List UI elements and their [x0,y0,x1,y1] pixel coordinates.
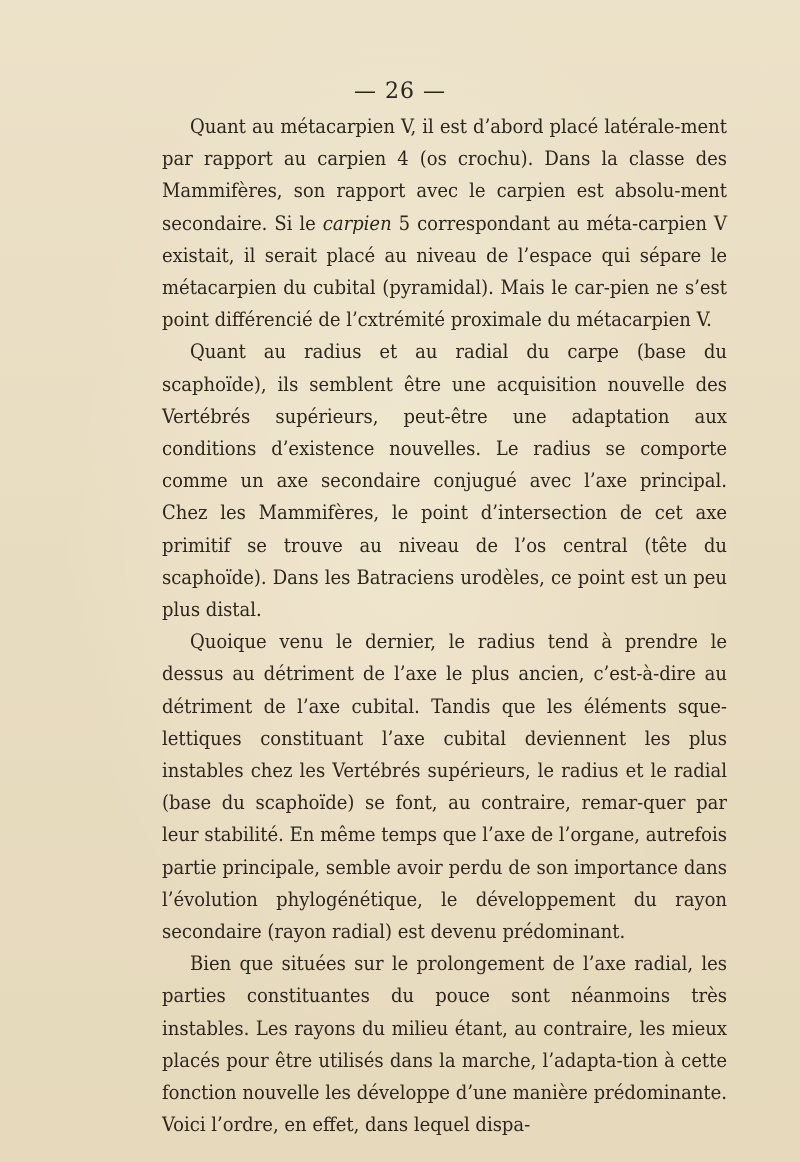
paragraph-1-text-b: 5 correspondant au méta-carpien V existait, il serait placé au niveau de l’espace qui sépare le métacarpien du cubital (pyramidal). Mais le car-pien ne s’est point différencié de l’cxtrémité proximale du métacarpien V. [162,210,727,332]
paragraph-metacarpal-v [162,110,727,335]
paragraph-thumb: Bien que situées sur le prolongement de l’axe radial, les parties constituantes du pouce sont néanmoins très instables. Les rayons du milieu étant, au contraire, les mieux placés pour être utilisés dans la marche, l’adapta-tion à cette fonction nouvelle les développe d’une manière prédominante. Voici l’ordre, en effet, dans lequel dispa- [162,951,727,1137]
page-number: — 26 — [354,79,446,104]
paragraph-radius-dominance: Quoique venu le dernier, le radius tend à prendre le dessus au détriment de l’axe le plus ancien, c’est-à-dire au détriment de l’axe cubital. Tandis que les éléments sque-lettiques constituant l’axe cubital deviennent les plus instables chez les Vertébrés supérieurs, le radius et le radial (base du scaphoïde) se font, au contraire, remar-quer par leur stabilité. En même temps que l’axe de l’organe, autrefois partie principale, semble avoir perdu de son importance dans l’évolution phylogénétique, le développement du rayon secondaire (rayon radial) est devenu prédominant. [162,629,727,944]
paragraph-1-italic-term: carpien [322,210,392,235]
paragraph-1-text-a: Quant au métacarpien V, il est d’abord placé latérale-ment par rapport au carpien 4 (os crochu). Dans la classe des Mammifères, son rapport avec le carpien est absolu-ment secondaire. Si le [162,114,727,235]
paragraph-radius: Quant au radius et au radial du carpe (base du scaphoïde), ils semblent être une acquisition nouvelle des Vertébrés supérieurs, peut-être une adaptation aux conditions d’existence nouvelles. Le radius se comporte comme un axe secondaire conjugué avec l’axe principal. Chez les Mammifères, le point d’intersection de cet axe primitif se trouve au niveau de l’os central (tête du scaphoïde). Dans les Batraciens urodèles, ce point est un peu plus distal. [162,339,727,622]
body-text [162,110,727,1141]
